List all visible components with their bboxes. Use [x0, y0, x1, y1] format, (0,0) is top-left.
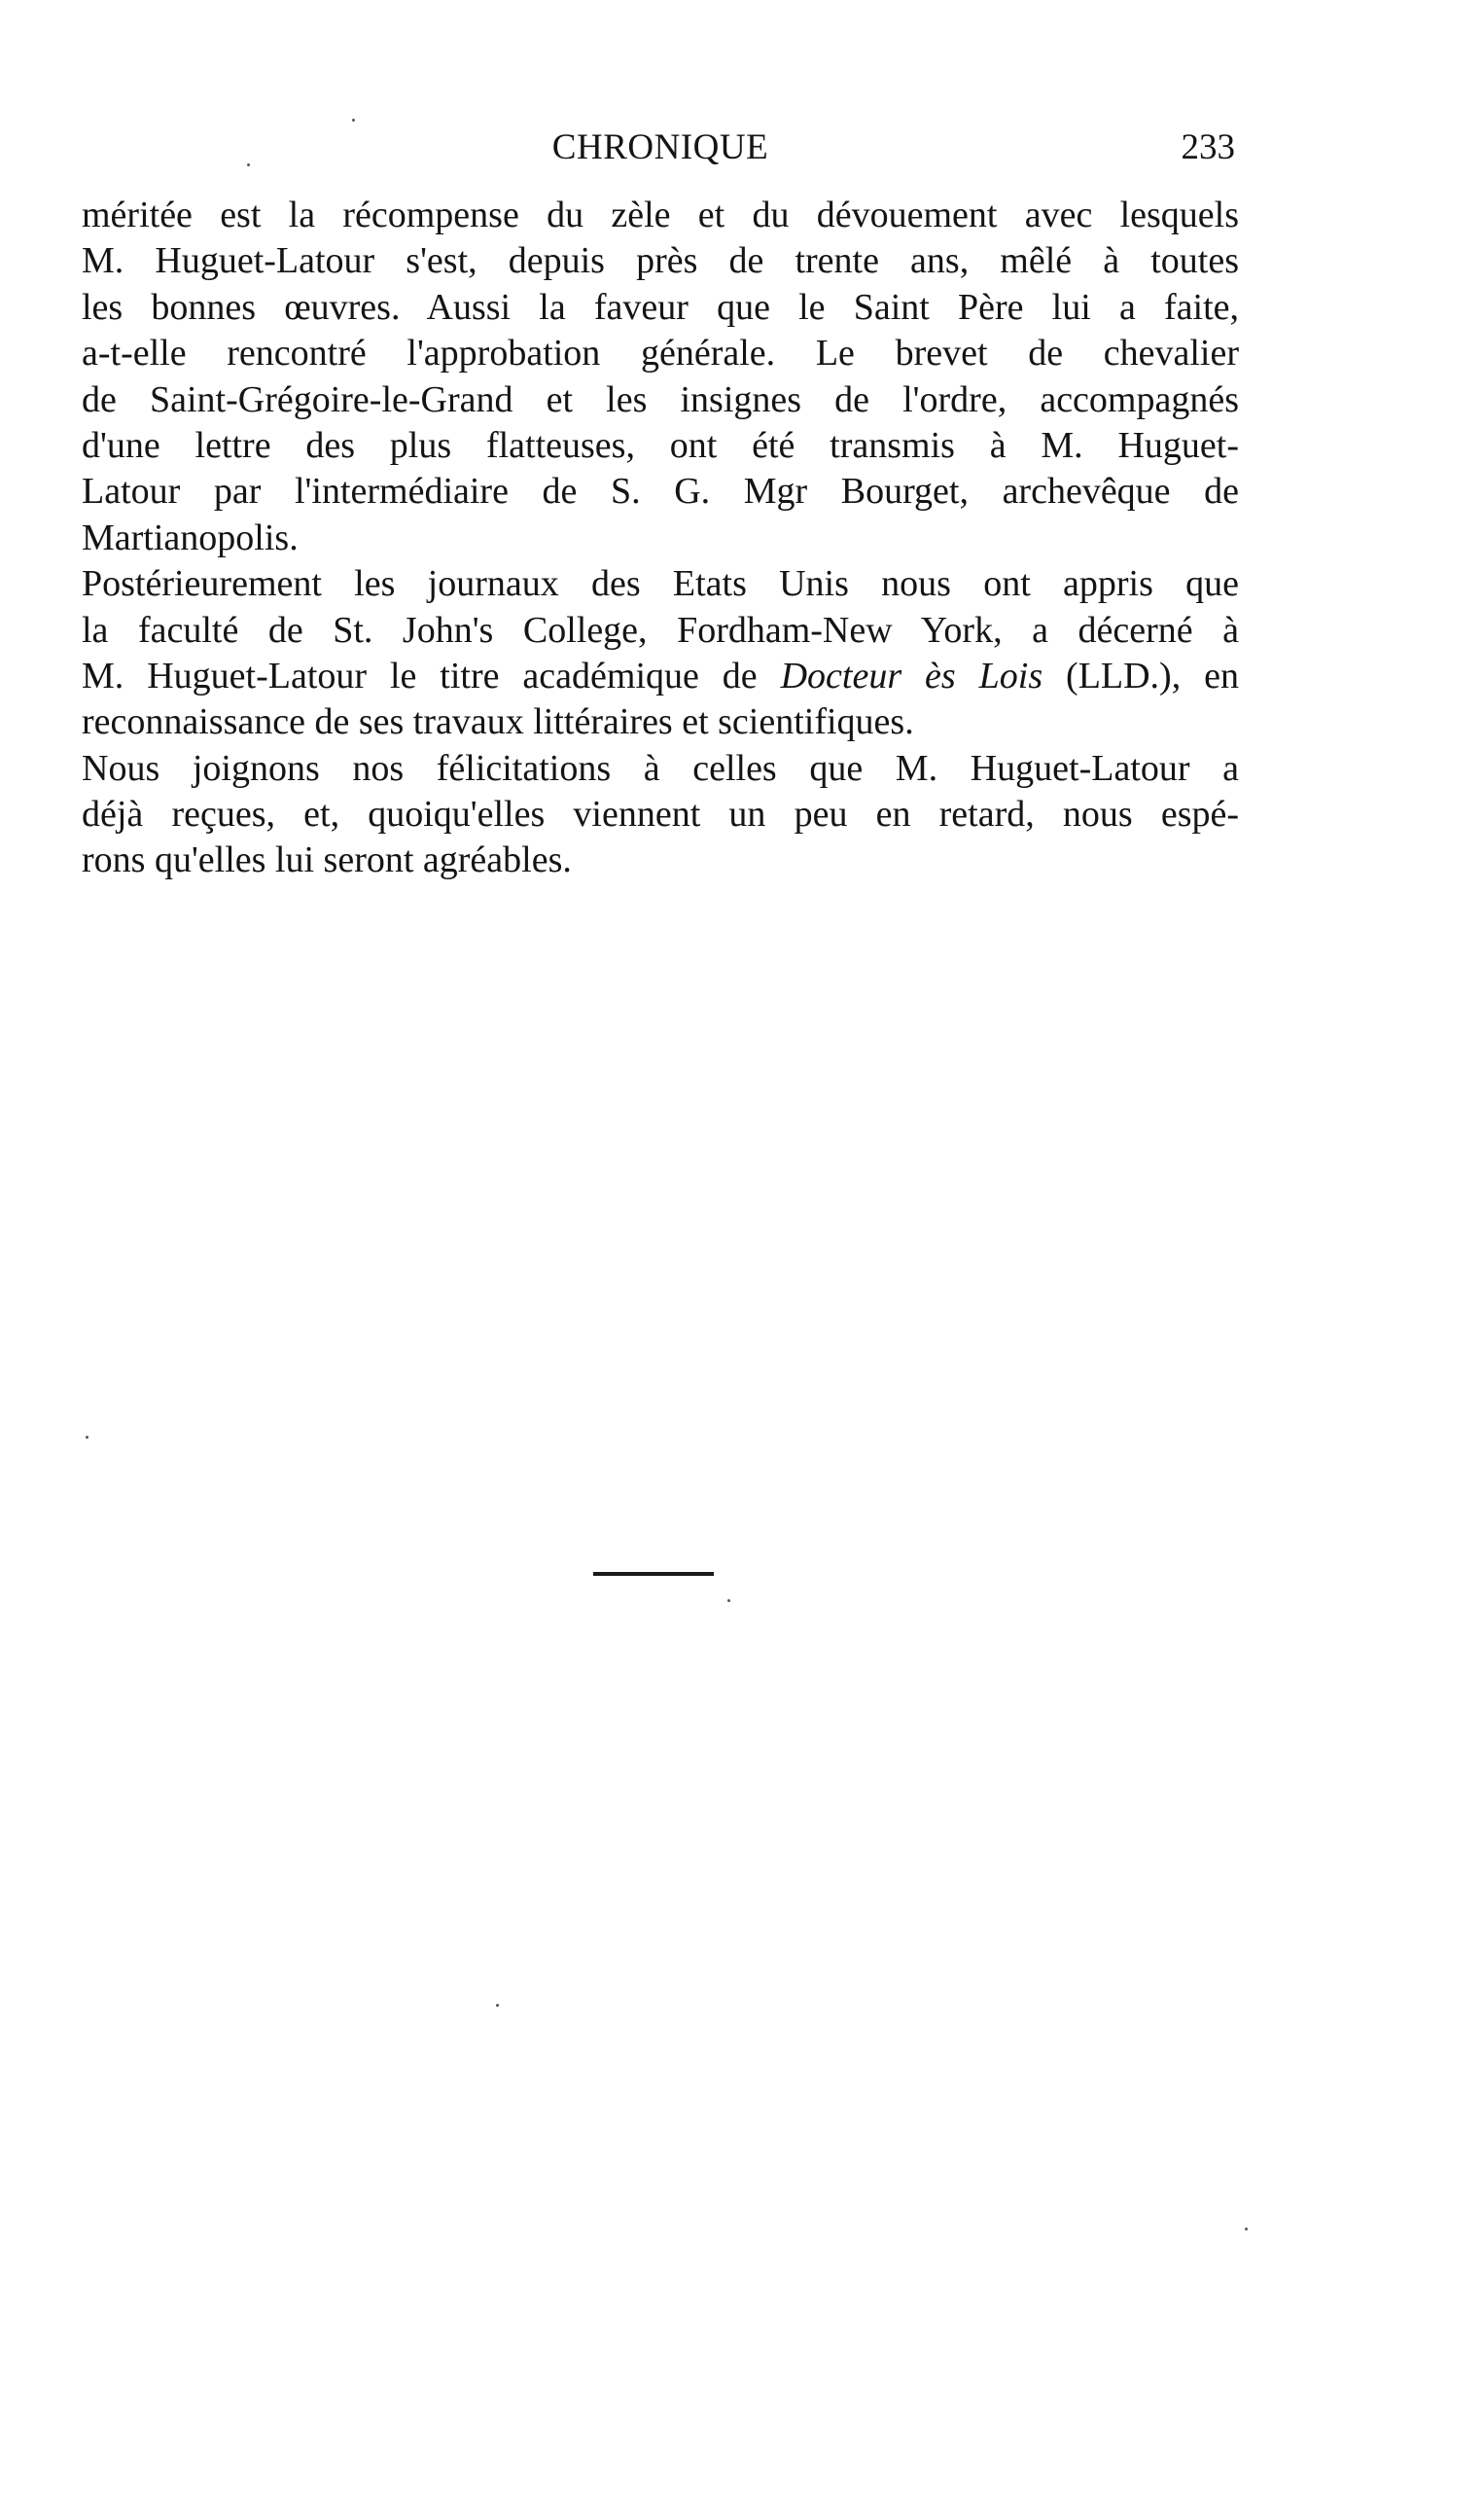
- body-text: [82, 193, 1239, 884]
- text-line: rons qu'elles lui seront agréables.: [82, 839, 572, 881]
- text-line: de Saint-Grégoire-le-Grand et les insignes de l'ordre, accompagnés: [82, 378, 1239, 420]
- paragraph-2: [82, 561, 1239, 746]
- text-line: reconnaissance de ses travaux littéraires et scientifiques.: [82, 701, 914, 743]
- text-line: Nous joignons nos félicitations à celles que M. Huguet-Latour a: [82, 747, 1239, 789]
- running-head: [86, 126, 1235, 185]
- scan-speck: [496, 2004, 499, 2007]
- scan-speck: [352, 119, 355, 122]
- text-line: Postérieurement les journaux des Etats Unis nous ont appris que: [82, 563, 1239, 605]
- text-line: déjà reçues, et, quoiqu'elles viennent un peu en retard, nous espé-: [82, 794, 1239, 836]
- paragraph-3: [82, 746, 1239, 884]
- scan-speck: [1245, 2228, 1248, 2230]
- page-number: 233: [1181, 127, 1235, 167]
- scan-speck: [86, 1436, 88, 1439]
- paragraph-1: [82, 193, 1239, 561]
- text-segment: (LLD.), en: [1042, 655, 1239, 696]
- text-segment: M. Huguet-Latour le titre académique de: [82, 655, 781, 696]
- text-line: Latour par l'intermédiaire de S. G. Mgr Bourget, archevêque de: [82, 471, 1239, 513]
- text-line: la faculté de St. John's College, Fordham-New York, a décerné à: [82, 609, 1239, 651]
- text-line: M. Huguet-Latour s'est, depuis près de trente ans, mêlé à toutes: [82, 240, 1239, 282]
- text-line: a-t-elle rencontré l'approbation générale. Le brevet de chevalier: [82, 333, 1239, 375]
- scan-speck: [247, 163, 250, 166]
- text-line: Martianopolis.: [82, 517, 299, 558]
- text-line: les bonnes œuvres. Aussi la faveur que le Saint Père lui a faite,: [82, 286, 1239, 328]
- text-line: d'une lettre des plus flatteuses, ont été transmis à M. Huguet-: [82, 424, 1239, 466]
- text-line-with-italic: [82, 654, 1239, 699]
- italic-title: Docteur ès Lois: [780, 655, 1043, 696]
- scan-speck: [727, 1599, 730, 1602]
- section-divider-rule: [593, 1572, 714, 1576]
- text-line: méritée est la récompense du zèle et du dévouement avec lesquels: [82, 195, 1239, 235]
- running-title: CHRONIQUE: [551, 127, 769, 167]
